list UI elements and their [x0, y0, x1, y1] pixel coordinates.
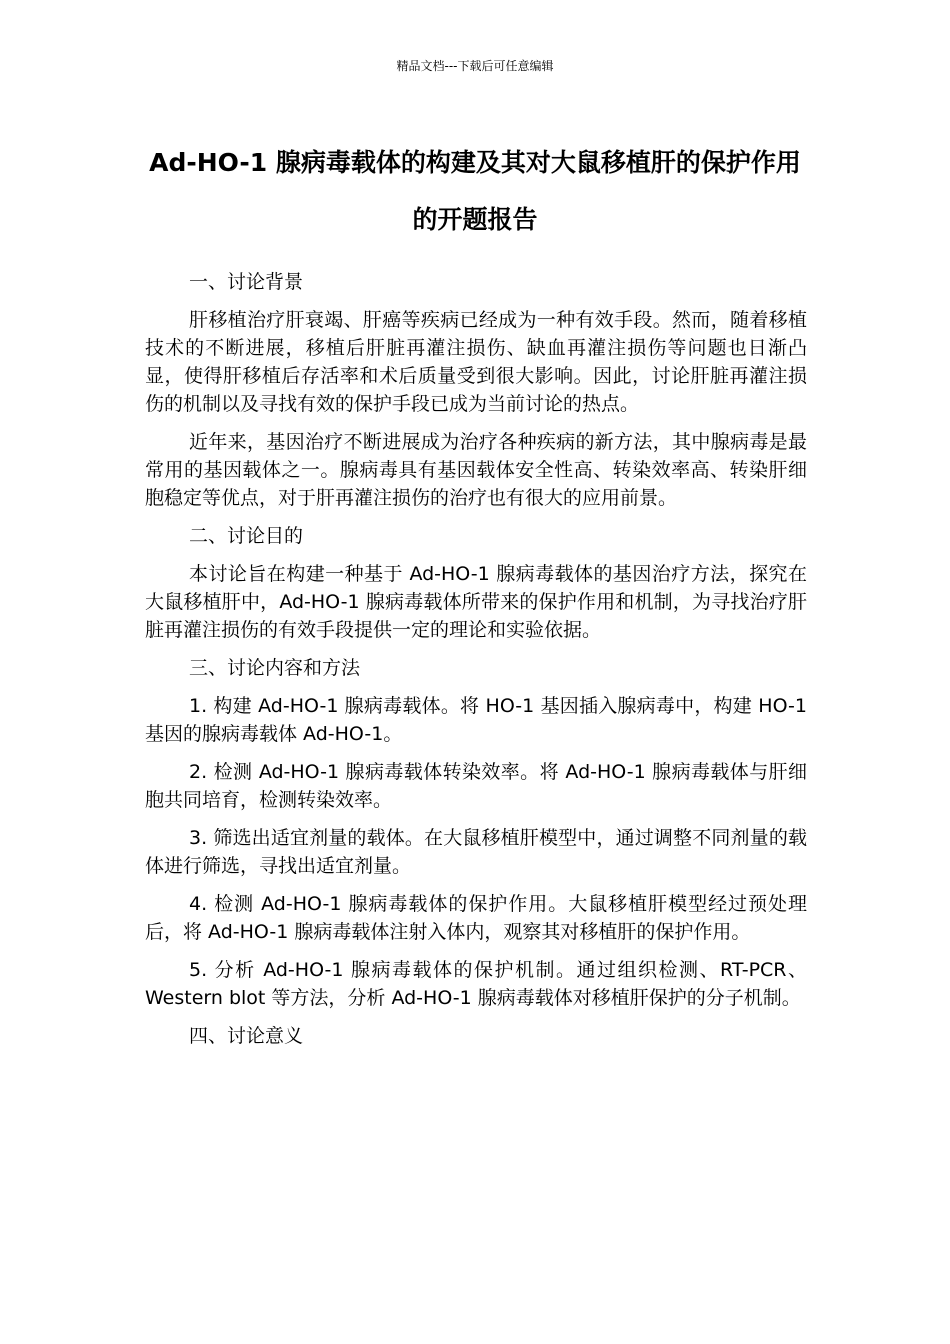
document-body [145, 268, 807, 1060]
purpose-paragraph: 本讨论旨在构建一种基于 Ad-HO-1 腺病毒载体的基因治疗方法，探究在大鼠移植肝中，Ad-HO-1 腺病毒载体所带来的保护作用和机制，为寻找治疗肝脏再灌注损伤的有效手段提供一定的理论和实验依据。 [145, 563, 807, 641]
section-heading-content: 三、讨论内容和方法 [189, 657, 361, 679]
section-heading-purpose: 二、讨论目的 [189, 525, 304, 547]
background-paragraph-2: 近年来，基因治疗不断进展成为治疗各种疾病的新方法，其中腺病毒是最常用的基因载体之一。腺病毒具有基因载体安全性高、转染效率高、转染肝细胞稳定等优点，对于肝再灌注损伤的治疗也有很大的应用前景。 [145, 431, 807, 509]
content-item-4: 4. 检测 Ad-HO-1 腺病毒载体的保护作用。大鼠移植肝模型经过预处理后，将 Ad-HO-1 腺病毒载体注射入体内，观察其对移植肝的保护作用。 [145, 893, 807, 943]
header-note: 精品文档---下载后可任意编辑 [396, 59, 554, 73]
section-heading-significance: 四、讨论意义 [189, 1025, 304, 1047]
background-paragraph-1: 肝移植治疗肝衰竭、肝癌等疾病已经成为一种有效手段。然而，随着移植技术的不断进展，移植后肝脏再灌注损伤、缺血再灌注损伤等问题也日渐凸显，使得肝移植后存活率和术后质量受到很大影响。因此，讨论肝脏再灌注损伤的机制以及寻找有效的保护手段已成为当前讨论的热点。 [145, 309, 807, 415]
document-title: Ad-HO-1 腺病毒载体的构建及其对大鼠移植肝的保护作用的开题报告 [149, 148, 801, 234]
section-heading-background: 一、讨论背景 [189, 271, 304, 293]
content-item-2: 2. 检测 Ad-HO-1 腺病毒载体转染效率。将 Ad-HO-1 腺病毒载体与肝细胞共同培育，检测转染效率。 [145, 761, 807, 811]
content-item-5: 5. 分析 Ad-HO-1 腺病毒载体的保护机制。通过组织检测、RT-PCR、Western blot 等方法，分析 Ad-HO-1 腺病毒载体对移植肝保护的分子机制。 [145, 959, 807, 1009]
content-item-1: 1. 构建 Ad-HO-1 腺病毒载体。将 HO-1 基因插入腺病毒中，构建 HO-1 基因的腺病毒载体 Ad-HO-1。 [145, 695, 807, 745]
content-item-3: 3. 筛选出适宜剂量的载体。在大鼠移植肝模型中，通过调整不同剂量的载体进行筛选，寻找出适宜剂量。 [145, 827, 807, 877]
